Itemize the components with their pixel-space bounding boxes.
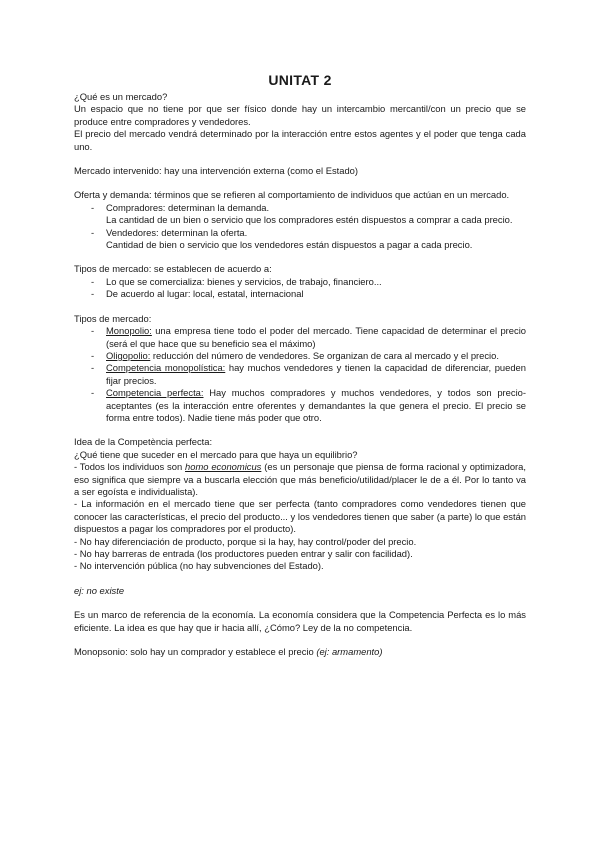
market-types-list [74,325,526,424]
condition-public: - No intervención pública (no hay subvenciones del Estado). [74,560,324,572]
monopsony-paragraph: Monopsonio: solo hay un comprador y establece el precio (ej: armamento) [74,646,383,658]
supply-demand-list [74,202,526,252]
supply-demand-intro: Oferta y demanda: términos que se refieren al comportamiento de individuos que actúan en un mercado. [74,189,510,201]
perfect-competition-heading: Idea de la Competència perfecta: [74,436,213,448]
equilibrium-question: ¿Qué tiene que suceder en el mercado para que haya un equilibrio? [74,448,358,460]
list-item: - Lo que se comercializa: bienes y servicios, de trabajo, financiero... [74,276,526,288]
market-definition: Un espacio que no tiene por que ser físico donde hay un intercambio mercantil/con un precio que se produce entre compradores y vendedores. [74,103,526,127]
list-item: - Competencia perfecta: Hay muchos compradores y muchos vendedores, y todos son precio-aceptantes (es la interacción entre oferentes y demandantes la que genera el precio. El precio se forma entre todos). Nadie tiene más poder que otro. [74,387,526,424]
term-competencia-perfecta: Competencia perfecta: [106,387,204,399]
term-monopolio: Monopolio: [106,325,152,337]
term-oligopolio: Oligopolio: [106,349,151,361]
market-price-paragraph: El precio del mercado vendrá determinado por la interacción entre estos agentes y el poder que tenga cada uno. [74,128,526,152]
list-item: - Vendedores: determinan la oferta. Cantidad de bien o servicio que los vendedores están dispuestos a pagar a cada precio. [74,227,526,252]
reference-paragraph: Es un marco de referencia de la economía. La economía considera que la Competencia Perfecta es lo más eficiente. La idea es que hay que ir hacia allí, ¿Cómo? Ley de la no competencia. [74,609,526,633]
list-item: - Compradores: determinan la demanda. La cantidad de un bien o servicio que los compradores estén dispuestos a comprar a cada precio. [74,202,526,227]
example-note: ej: no existe [74,584,125,596]
document-body [74,72,526,658]
list-item: - Competencia monopolística: hay muchos vendedores y tienen la capacidad de diferenciar, pueden fijar precios. [74,362,526,387]
condition-barriers: - No hay barreras de entrada (los productores pueden entrar y salir con facilidad). [74,548,413,559]
list-item: - Monopolio: una empresa tiene todo el poder del mercado. Tiene capacidad de determinar el precio (será el que hace que su beneficio sea el máximo) [74,325,526,350]
intervened-market: Mercado intervenido: hay una intervención externa (como el Estado) [74,165,359,177]
condition-homo-economicus: - Todos los individuos son homo economicus (es un personaje que piensa de forma racional y optimizadora, eso significa que siempre va a buscarla elección que más beneficio/utilidad/placer le de a él. Por lo tanto va a ser egoísta e individualista). [74,461,526,497]
condition-information: - La información en el mercado tiene que ser perfecta (tanto compradores como vendedores tienen que conocer las características, el precio del producto... y los vendedores tienen que saber (a parte) lo que están dispuestos a pagar los compradores por el producto). [74,498,526,535]
market-question: ¿Qué es un mercado? [74,91,168,102]
market-criteria-list [74,276,526,301]
list-item: - De acuerdo al lugar: local, estatal, internacional [74,288,526,300]
market-types-intro: Tipos de mercado: se establecen de acuerdo a: [74,263,272,275]
market-types-heading: Tipos de mercado: [74,312,152,324]
condition-product: - No hay diferenciación de producto, porque si la hay, hay control/poder del precio. [74,535,417,547]
term-homo-economicus: homo economicus [185,461,262,473]
monopsony-example: (ej: armamento) [316,646,383,658]
page-title: UNITAT 2 [268,72,332,88]
list-item: - Oligopolio: reducción del número de vendedores. Se organizan de cara al mercado y el precio. [74,350,526,362]
term-competencia-monopolistica: Competencia monopolística: [106,362,226,374]
